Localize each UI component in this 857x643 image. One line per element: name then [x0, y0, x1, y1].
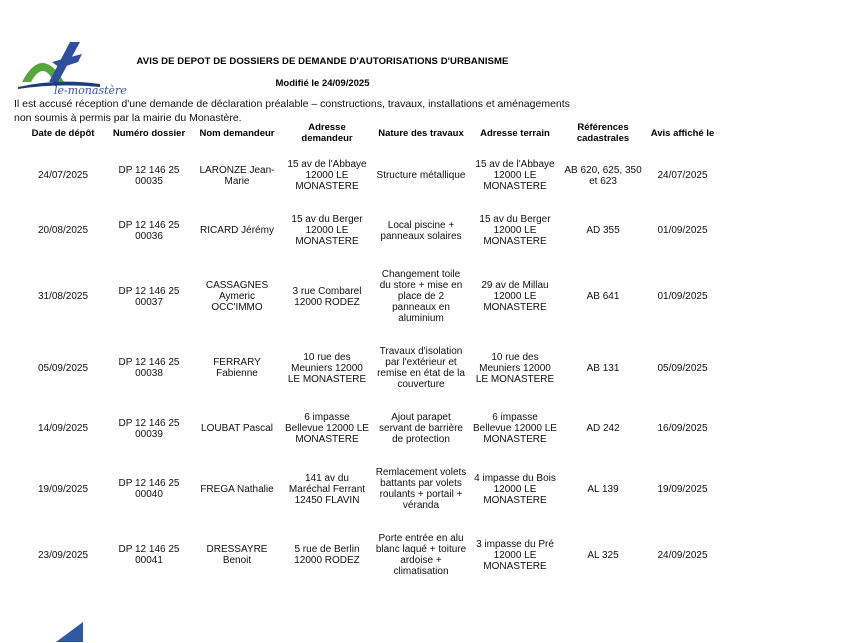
table-cell: 01/09/2025	[657, 291, 708, 302]
table-cell: Changement toile du store + mise en place de 2 panneaux en aluminium	[379, 269, 463, 324]
table-row	[20, 258, 719, 335]
table-cell: DP 12 146 25 00041	[118, 544, 180, 566]
table-body	[20, 148, 719, 588]
table-cell: 31/08/2025	[37, 291, 89, 302]
table-cell: DP 12 146 25 00040	[118, 478, 180, 500]
table-row	[20, 401, 719, 456]
table-cell: 19/09/2025	[657, 483, 708, 495]
table-cell: FREGA Nathalie	[200, 483, 274, 495]
table-cell: 10 rue des Meuniers 12000 LE MONASTERE	[475, 351, 555, 385]
table-cell: Travaux d'isolation par l'extérieur et remise en état de la couverture	[377, 346, 465, 390]
column-header: Nom demandeur	[199, 127, 275, 139]
table-cell: AB 641	[586, 291, 620, 302]
table-row	[20, 456, 719, 522]
table-cell: DP 12 146 25 00036	[118, 219, 180, 242]
intro-line-1: Il est accusé réception d'une demande de déclaration préalable – constructions, travaux, installations et aménagements	[14, 98, 570, 110]
intro-line-2: non soumis à permis par la mairie du Monastère.	[14, 112, 242, 124]
table-cell: 14/09/2025	[37, 423, 89, 434]
table-cell: 05/09/2025	[657, 362, 708, 374]
page-title: AVIS DE DEPOT DE DOSSIERS DE DEMANDE D'AUTORISATIONS D'URBANISME	[136, 56, 509, 67]
table-cell: CASSAGNES Aymeric OCC'IMMO	[205, 280, 269, 313]
table-header	[20, 118, 719, 148]
table-cell: AD 242	[586, 423, 620, 434]
column-header: Adresse terrain	[480, 127, 550, 139]
table-cell: DP 12 146 25 00038	[118, 357, 180, 379]
table-cell: AL 139	[587, 483, 619, 495]
table-cell: 23/09/2025	[37, 549, 89, 561]
table-cell: 24/09/2025	[657, 549, 708, 561]
table-cell: 19/09/2025	[37, 483, 89, 495]
table-cell: DP 12 146 25 00035	[118, 164, 180, 187]
table-row	[20, 522, 719, 588]
table-cell: 6 impasse Bellevue 12000 LE MONASTERE	[473, 412, 557, 445]
table-cell: AB 620, 625, 350 et 623	[564, 164, 642, 187]
column-header: Avis affiché le	[650, 127, 715, 139]
table-header-row	[20, 118, 719, 148]
table-cell: 5 rue de Berlin 12000 RODEZ	[294, 544, 360, 566]
table-row	[20, 335, 719, 401]
table-cell: LARONZE Jean-Marie	[199, 164, 275, 187]
column-header: Références cadastrales	[576, 122, 630, 144]
table-cell: 3 rue Combarel 12000 RODEZ	[292, 285, 362, 308]
table-cell: Remlacement volets battants par volets roulants + portail + véranda	[375, 467, 467, 511]
table-cell: 15 av de l'Abbaye 12000 LE MONASTERE	[287, 159, 367, 192]
table-cell: 24/07/2025	[37, 170, 89, 181]
table-cell: 29 av de Millau 12000 LE MONASTERE	[481, 280, 549, 313]
column-header: Numéro dossier	[112, 127, 186, 139]
table-cell: DRESSAYRE Benoit	[206, 544, 268, 566]
table-cell: FERRARY Fabienne	[213, 357, 261, 379]
table-cell: Porte entrée en alu blanc laqué + toiture ardoise + climatisation	[375, 533, 467, 577]
column-header: Adresse demandeur	[301, 122, 353, 144]
table-cell: 141 av du Maréchal Ferrant 12450 FLAVIN	[288, 472, 366, 506]
deposits-table-container	[20, 118, 719, 588]
deposits-table	[20, 118, 719, 588]
table-cell: AB 131	[586, 362, 620, 374]
table-cell: RICARD Jérémy	[200, 225, 274, 236]
table-cell: 15 av du Berger 12000 LE MONASTERE	[291, 214, 363, 247]
table-cell: Structure métallique	[376, 170, 466, 181]
table-row	[20, 203, 719, 258]
table-cell: 15 av de l'Abbaye 12000 LE MONASTERE	[475, 159, 555, 192]
table-cell: DP 12 146 25 00037	[118, 285, 180, 308]
table-cell: 05/09/2025	[37, 362, 89, 374]
modified-date: Modifié le 24/09/2025	[275, 78, 370, 89]
table-cell: Ajout parapet servant de barrière de protection	[379, 412, 463, 445]
table-cell: 16/09/2025	[657, 423, 708, 434]
table-cell: 4 impasse du Bois 12000 LE MONASTERE	[474, 472, 556, 506]
table-cell: 24/07/2025	[657, 170, 708, 181]
table-cell: 01/09/2025	[657, 225, 708, 236]
column-header: Date de dépôt	[31, 127, 95, 139]
table-cell: 15 av du Berger 12000 LE MONASTERE	[479, 214, 551, 247]
table-cell: LOUBAT Pascal	[201, 423, 273, 434]
table-cell: AL 325	[587, 549, 619, 561]
table-cell: 20/08/2025	[37, 225, 89, 236]
column-header: Nature des travaux	[378, 127, 464, 139]
table-cell: 10 rue des Meuniers 12000 LE MONASTERE	[287, 351, 367, 385]
table-cell: 6 impasse Bellevue 12000 LE MONASTERE	[285, 412, 369, 445]
table-cell: DP 12 146 25 00039	[118, 417, 180, 440]
table-cell: Local piscine + panneaux solaires	[380, 219, 462, 242]
table-row	[20, 148, 719, 203]
corner-triangle-decoration	[56, 622, 83, 642]
table-cell: AD 355	[586, 225, 620, 236]
logo-text-svg: le-monastère	[54, 84, 127, 97]
table-cell: 3 impasse du Pré 12000 LE MONASTERE	[476, 538, 554, 572]
document-header	[0, 56, 645, 89]
